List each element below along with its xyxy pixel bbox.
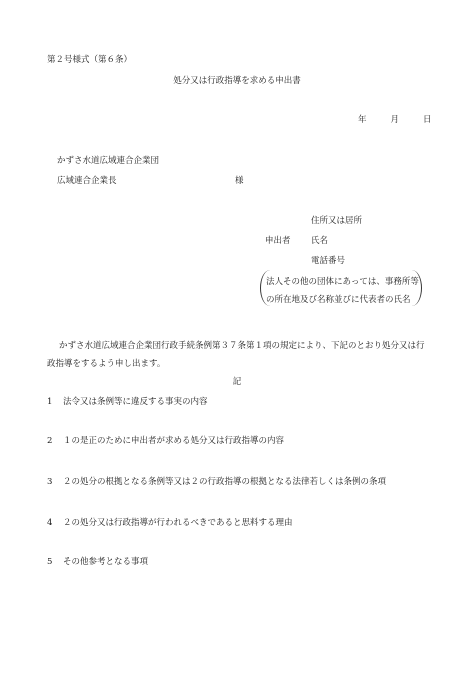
item-number: 2 — [47, 436, 53, 446]
item-text: １の是正のために申出者が求める処分又は行政指導の内容 — [63, 436, 285, 446]
date-line — [358, 116, 432, 125]
addressee-honorific: 様 — [235, 176, 244, 186]
applicant-label: 申出者 — [265, 236, 291, 246]
document-title: 処分又は行政指導を求める申出書 — [173, 76, 301, 86]
item-text: ２の処分又は行政指導が行われるべきであると思料する理由 — [63, 518, 293, 528]
item-text: その他参考となる事項 — [63, 557, 149, 567]
item-text: 法令又は条例等に違反する事実の内容 — [63, 397, 208, 407]
item-number: 4 — [47, 518, 53, 528]
corporate-note-line2: の所在地及び名称並びに代表者の氏名 — [266, 295, 411, 305]
list-item — [47, 437, 284, 446]
date-year: 年 — [358, 115, 367, 125]
list-item — [47, 478, 386, 487]
item-number: 5 — [47, 557, 53, 567]
applicant-phone-label: 電話番号 — [311, 256, 346, 266]
item-number: 1 — [47, 397, 53, 407]
addressee-organization: かずさ水道広域連合企業団 — [57, 156, 160, 166]
list-item — [47, 398, 208, 407]
item-number: 3 — [47, 477, 53, 487]
item-text: ２の処分の根拠となる条例等又は２の行政指導の根拠となる法律若しくは条例の条項 — [63, 477, 387, 487]
date-day: 日 — [423, 115, 432, 125]
date-month: 月 — [390, 115, 400, 125]
request-body-text: かずさ水道広域連合企業団行政手続条例第３７条第１項の規定により、下記のとおり処分又は行政指導をするよう申し出ます。 — [47, 341, 425, 369]
list-item — [47, 558, 148, 567]
form-number: 第２号様式（第６条） — [47, 55, 133, 65]
applicant-address-label: 住所又は居所 — [311, 216, 363, 226]
corporate-note-line1: 法人その他の団体にあっては、事務所等 — [266, 277, 419, 287]
applicant-name-label: 氏名 — [311, 236, 329, 246]
ki-heading: 記 — [232, 377, 242, 387]
addressee-position: 広域連合企業長 — [57, 176, 117, 186]
list-item — [47, 519, 293, 528]
